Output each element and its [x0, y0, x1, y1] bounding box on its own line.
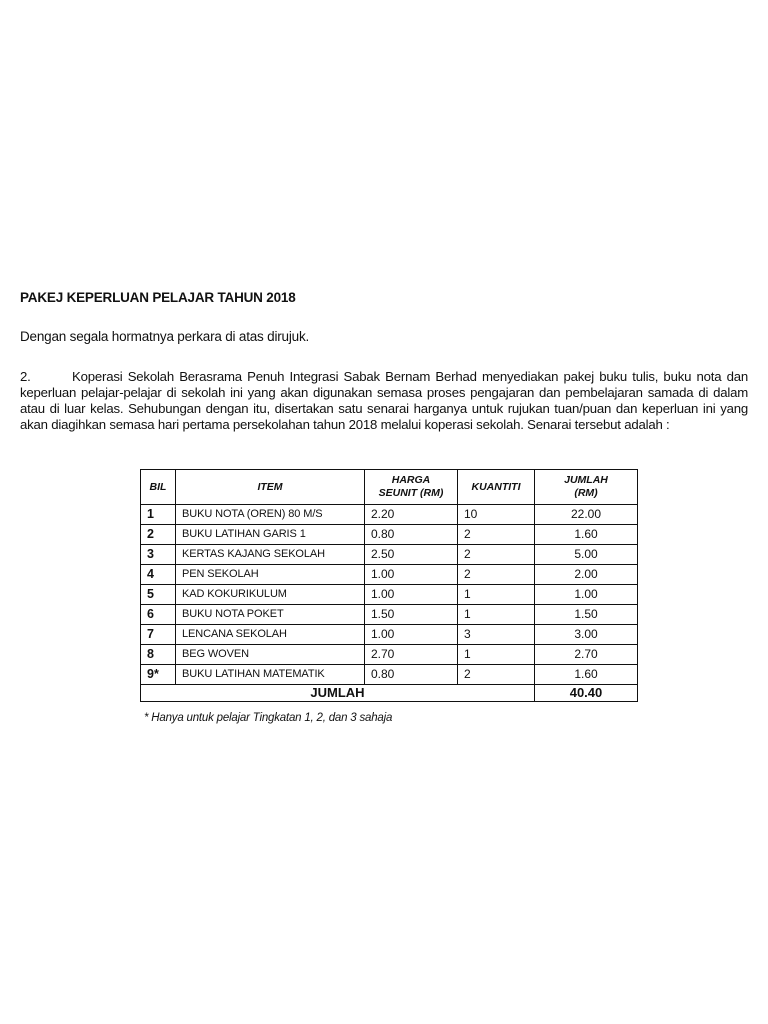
cell-bil: 8 [141, 645, 176, 665]
cell-jumlah: 3.00 [535, 625, 638, 645]
table-row [141, 565, 638, 585]
cell-bil: 6 [141, 605, 176, 625]
cell-harga: 2.20 [365, 505, 458, 525]
header-jumlah-line1: JUMLAH [564, 474, 608, 486]
header-bil: BIL [141, 470, 176, 505]
paragraph-2 [20, 369, 748, 433]
cell-kuantiti: 2 [458, 665, 535, 685]
cell-jumlah: 2.00 [535, 565, 638, 585]
cell-bil: 1 [141, 505, 176, 525]
cell-item: BUKU LATIHAN GARIS 1 [176, 525, 365, 545]
cell-kuantiti: 1 [458, 645, 535, 665]
cell-item: BUKU NOTA (OREN) 80 M/S [176, 505, 365, 525]
cell-kuantiti: 2 [458, 545, 535, 565]
total-value: 40.40 [535, 685, 638, 702]
cell-kuantiti: 10 [458, 505, 535, 525]
cell-jumlah: 1.60 [535, 665, 638, 685]
cell-jumlah: 1.50 [535, 605, 638, 625]
cell-harga: 0.80 [365, 665, 458, 685]
price-list-table [140, 469, 638, 702]
cell-item: KERTAS KAJANG SEKOLAH [176, 545, 365, 565]
cell-harga: 1.50 [365, 605, 458, 625]
cell-bil: 7 [141, 625, 176, 645]
header-kuantiti: KUANTITI [458, 470, 535, 505]
table-row [141, 665, 638, 685]
table-row [141, 645, 638, 665]
header-harga [365, 470, 458, 505]
table-footnote: * Hanya untuk pelajar Tingkatan 1, 2, dan 3 sahaja [144, 712, 393, 724]
cell-item: LENCANA SEKOLAH [176, 625, 365, 645]
cell-item: PEN SEKOLAH [176, 565, 365, 585]
cell-jumlah: 5.00 [535, 545, 638, 565]
cell-bil: 5 [141, 585, 176, 605]
header-item: ITEM [176, 470, 365, 505]
cell-bil: 4 [141, 565, 176, 585]
header-jumlah-line2: (RM) [574, 487, 598, 499]
cell-jumlah: 1.00 [535, 585, 638, 605]
table-row [141, 625, 638, 645]
cell-harga: 2.70 [365, 645, 458, 665]
table-total-row [141, 685, 638, 702]
cell-kuantiti: 2 [458, 525, 535, 545]
header-harga-line1: HARGA [391, 474, 431, 486]
cell-harga: 1.00 [365, 565, 458, 585]
paragraph-text: Koperasi Sekolah Berasrama Penuh Integrasi Sabak Bernam Berhad menyediakan pakej buku tulis, buku nota dan keperluan pelajar-pelajar di sekolah ini yang akan digunakan semasa proses pengajaran dan pembelajaran samada di dalam atau di luar kelas. Sehubungan dengan itu, disertakan satu senarai harganya untuk rujukan tuan/puan dan keperluan ini yang akan diagihkan semasa hari pertama persekolahan tahun 2018 melalui koperasi sekolah. Senarai tersebut adalah : [20, 369, 748, 432]
cell-kuantiti: 2 [458, 565, 535, 585]
cell-harga: 2.50 [365, 545, 458, 565]
cell-jumlah: 22.00 [535, 505, 638, 525]
header-jumlah [535, 470, 638, 505]
cell-harga: 1.00 [365, 585, 458, 605]
cell-jumlah: 1.60 [535, 525, 638, 545]
cell-bil: 2 [141, 525, 176, 545]
cell-item: BUKU LATIHAN MATEMATIK [176, 665, 365, 685]
cell-item: BEG WOVEN [176, 645, 365, 665]
table-row [141, 545, 638, 565]
table-row [141, 585, 638, 605]
cell-harga: 0.80 [365, 525, 458, 545]
total-label: JUMLAH [141, 685, 535, 702]
cell-kuantiti: 3 [458, 625, 535, 645]
cell-harga: 1.00 [365, 625, 458, 645]
cell-item: BUKU NOTA POKET [176, 605, 365, 625]
cell-kuantiti: 1 [458, 605, 535, 625]
cell-bil: 9* [141, 665, 176, 685]
header-harga-line2: SEUNIT (RM) [378, 487, 444, 499]
cell-bil: 3 [141, 545, 176, 565]
table-row [141, 525, 638, 545]
cell-kuantiti: 1 [458, 585, 535, 605]
paragraph-number: 2. [20, 369, 31, 384]
salutation-line: Dengan segala hormatnya perkara di atas dirujuk. [20, 329, 310, 344]
cell-jumlah: 2.70 [535, 645, 638, 665]
cell-item: KAD KOKURIKULUM [176, 585, 365, 605]
table-row [141, 505, 638, 525]
table-header-row [141, 470, 638, 505]
document-title: PAKEJ KEPERLUAN PELAJAR TAHUN 2018 [20, 290, 296, 305]
table-row [141, 605, 638, 625]
